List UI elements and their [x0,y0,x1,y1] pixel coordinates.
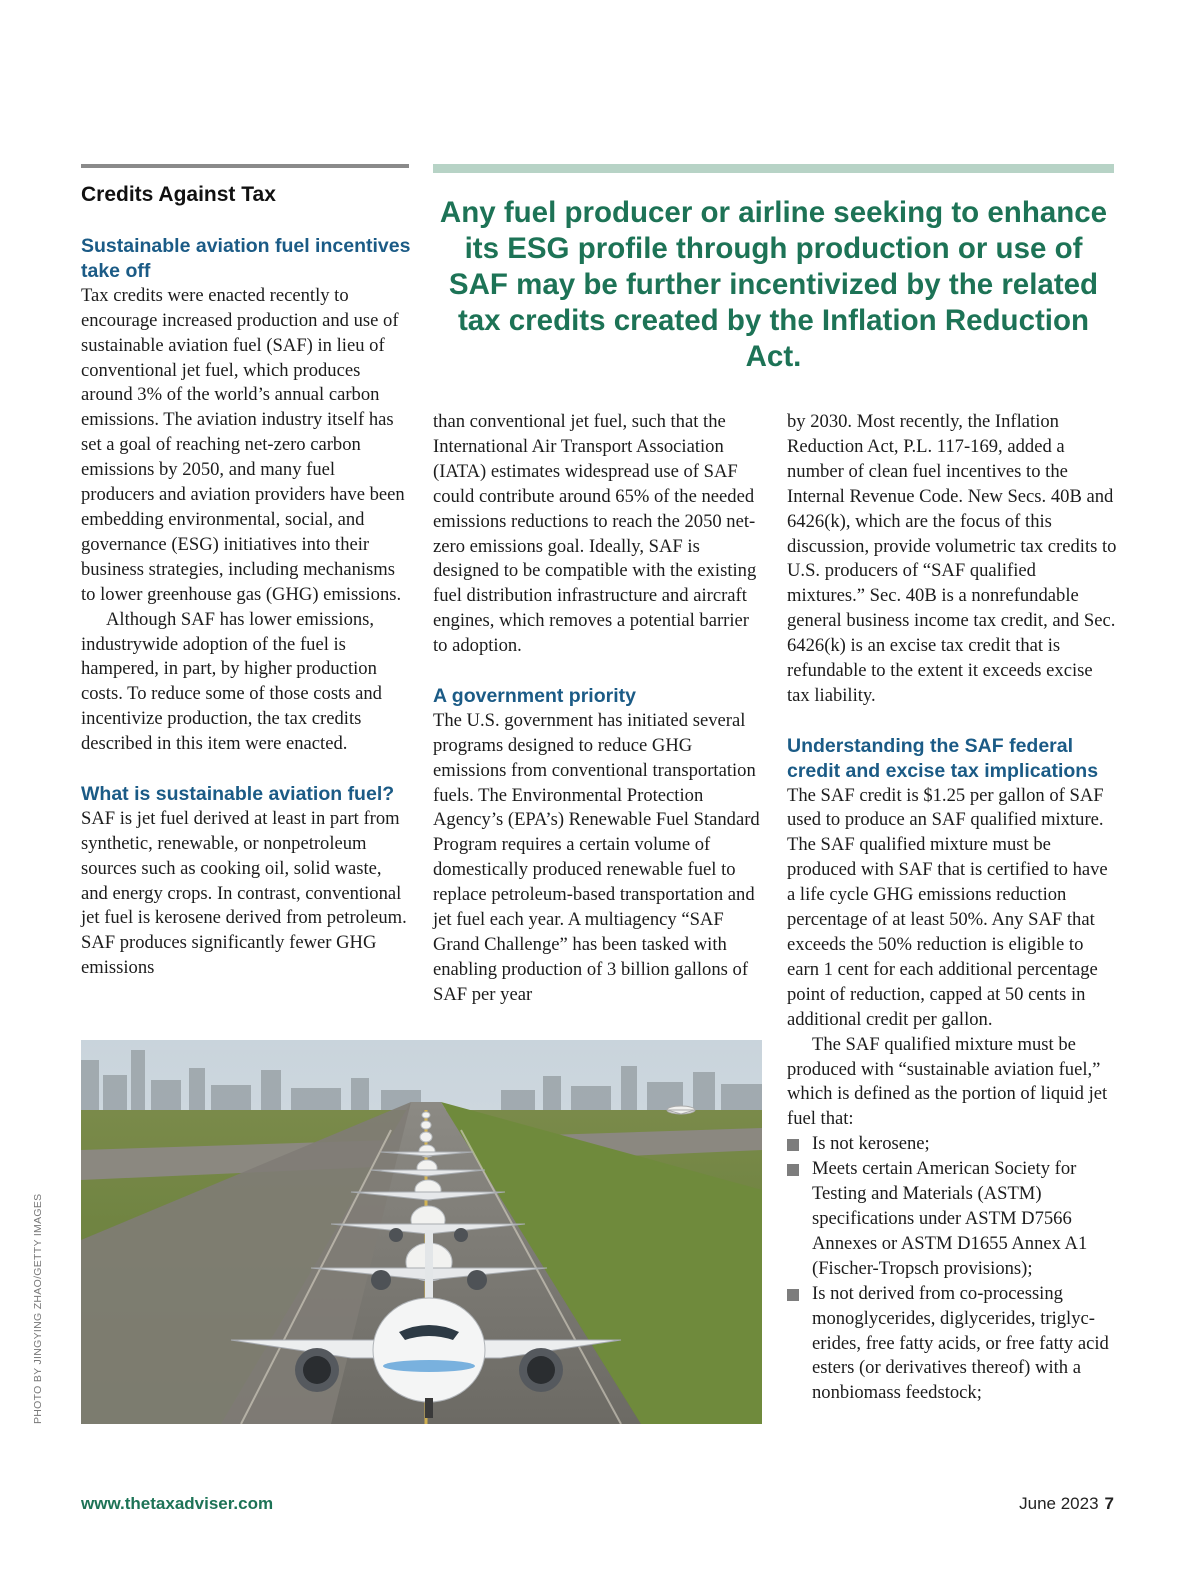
pullquote-rule [433,164,1114,173]
bullet-square-icon [787,1164,799,1176]
subheading-what-is-saf: What is sustainable aviation fuel? [81,782,395,805]
bullet-square-icon [787,1289,799,1301]
subheading-saf-federal-credit: Understanding the SAF federal credit and excise tax implications [787,734,1099,782]
list-item-text: Is not derived from co-processing monoglycerides, diglycerides, triglycerides, free fatty acids, or free fatty acid esters (or derivatives thereof) with a nonbiomass feedstock; [812,1282,1109,1404]
paragraph: Tax credits were enacted recently to encourage increased production and use of sustainable aviation fuel (SAF) in lieu of conventional jet fuel, which produces around 3% of the world’s annual carbon emissions. The aviation industry itself has set a goal of reaching net-zero carbon emissions by 2050, and many fuel producers and aviation providers have been embedding environmental, social, and governance (ESG) initiatives into their business strategies, including mechanisms to lower greenhouse gas (GHG) emissions. [81,284,405,605]
footer-website-link[interactable]: www.thetaxadviser.com [81,1494,274,1513]
paragraph: Although SAF has lower emissions, industrywide adoption of the fuel is hampered, in part, by higher production costs. To reduce some of those costs and incentivize production, the tax credits described in this item were enacted. [81,608,382,755]
list-item-text: Is not kerosene; [812,1133,930,1155]
page-number: 7 [1104,1494,1114,1513]
subheading-saf-incentives: Sustainable aviation fuel incentives take off [81,235,411,282]
issue-date: June 2023 [1019,1494,1099,1513]
list-item [787,1282,1117,1407]
subheading-government-priority: A government priority [433,684,636,707]
paragraph: The SAF credit is $1.25 per gallon of SAF used to produce an SAF qualified mixture. The SAF qualified mixture must be produced with SAF that is certified to have a life cycle GHG emissions reduction percentage of at least 50%. Any SAF that exceeds the 50% reduction is eligible to earn 1 cent for each additional percentage point of reduction, capped at 50 cents in additional credit per gallon. [787,784,1108,1030]
footer-issue-date [1019,1494,1114,1514]
paragraph: than conventional jet fuel, such that the International Air Transport Association (IATA) estimates widespread use of SAF could contribute around 65% of the needed emissions reductions to reach the 2050 net-zero emissions goal. Ideally, SAF is designed to be compatible with the existing fuel distribution infrastructure and aircraft engines, which removes a potential barrier to adoption. [433,411,757,657]
airplanes-on-runway-photo [81,1040,762,1424]
paragraph: The SAF qualified mixture must be produced with “sustainable aviation fuel,” which is defined as the portion of liquid jet fuel that: [787,1033,1108,1130]
article-column-2 [433,410,763,1008]
paragraph: by 2030. Most recently, the Inflation Reduction Act, P.L. 117-169, added a number of clean fuel incentives to the Internal Revenue Code. New Secs. 40B and 6426(k), which are the focus of this discussion, provide volumetric tax credits to U.S. producers of “SAF qualified mixtures.” Sec. 40B is a nonrefundable general business income tax credit, and Sec. 6426(k) is an excise tax credit that is refundable to the extent it exceeds excise tax liability. [787,411,1117,706]
pull-quote: Any fuel producer or airline seeking to enhance its ESG profile through production or use of SAF may be further incentivized by the related tax credits created by the Inflation Reduction Act. [439,196,1108,373]
list-item [787,1132,1117,1157]
list-item-text: Meets certain American Society for Testing and Materials (ASTM) specifications under ASTM D7566 Annexes or ASTM D1655 Annex A1 (Fischer-Tropsch provisions); [812,1158,1088,1279]
photo-credit: PHOTO BY JINGYING ZHAO/GETTY IMAGES [32,1193,44,1424]
article-column-3 [787,410,1117,1406]
section-rule [81,164,409,168]
requirements-list [787,1132,1117,1406]
paragraph: SAF is jet fuel derived at least in part from synthetic, renewable, or nonpetroleum sources such as cooking oil, solid waste, and energy crops. In contrast, conventional jet fuel is kerosene derived from petroleum. SAF produces significantly fewer GHG emissions [81,807,407,979]
section-title: Credits Against Tax [81,183,276,206]
paragraph: The U.S. government has initiated several programs designed to reduce GHG emissions from conventional transportation fuels. The Environmental Protection Agency’s (EPA’s) Renewable Fuel Standard Program requires a certain volume of domestically produced renewable fuel to replace petroleum-based transportation and jet fuel each year. A multiagency “SAF Grand Challenge” has been tasked with enabling production of 3 billion gallons of SAF per year [433,709,760,1005]
article-column-1 [81,234,411,981]
bullet-square-icon [787,1139,799,1151]
list-item [787,1157,1117,1282]
